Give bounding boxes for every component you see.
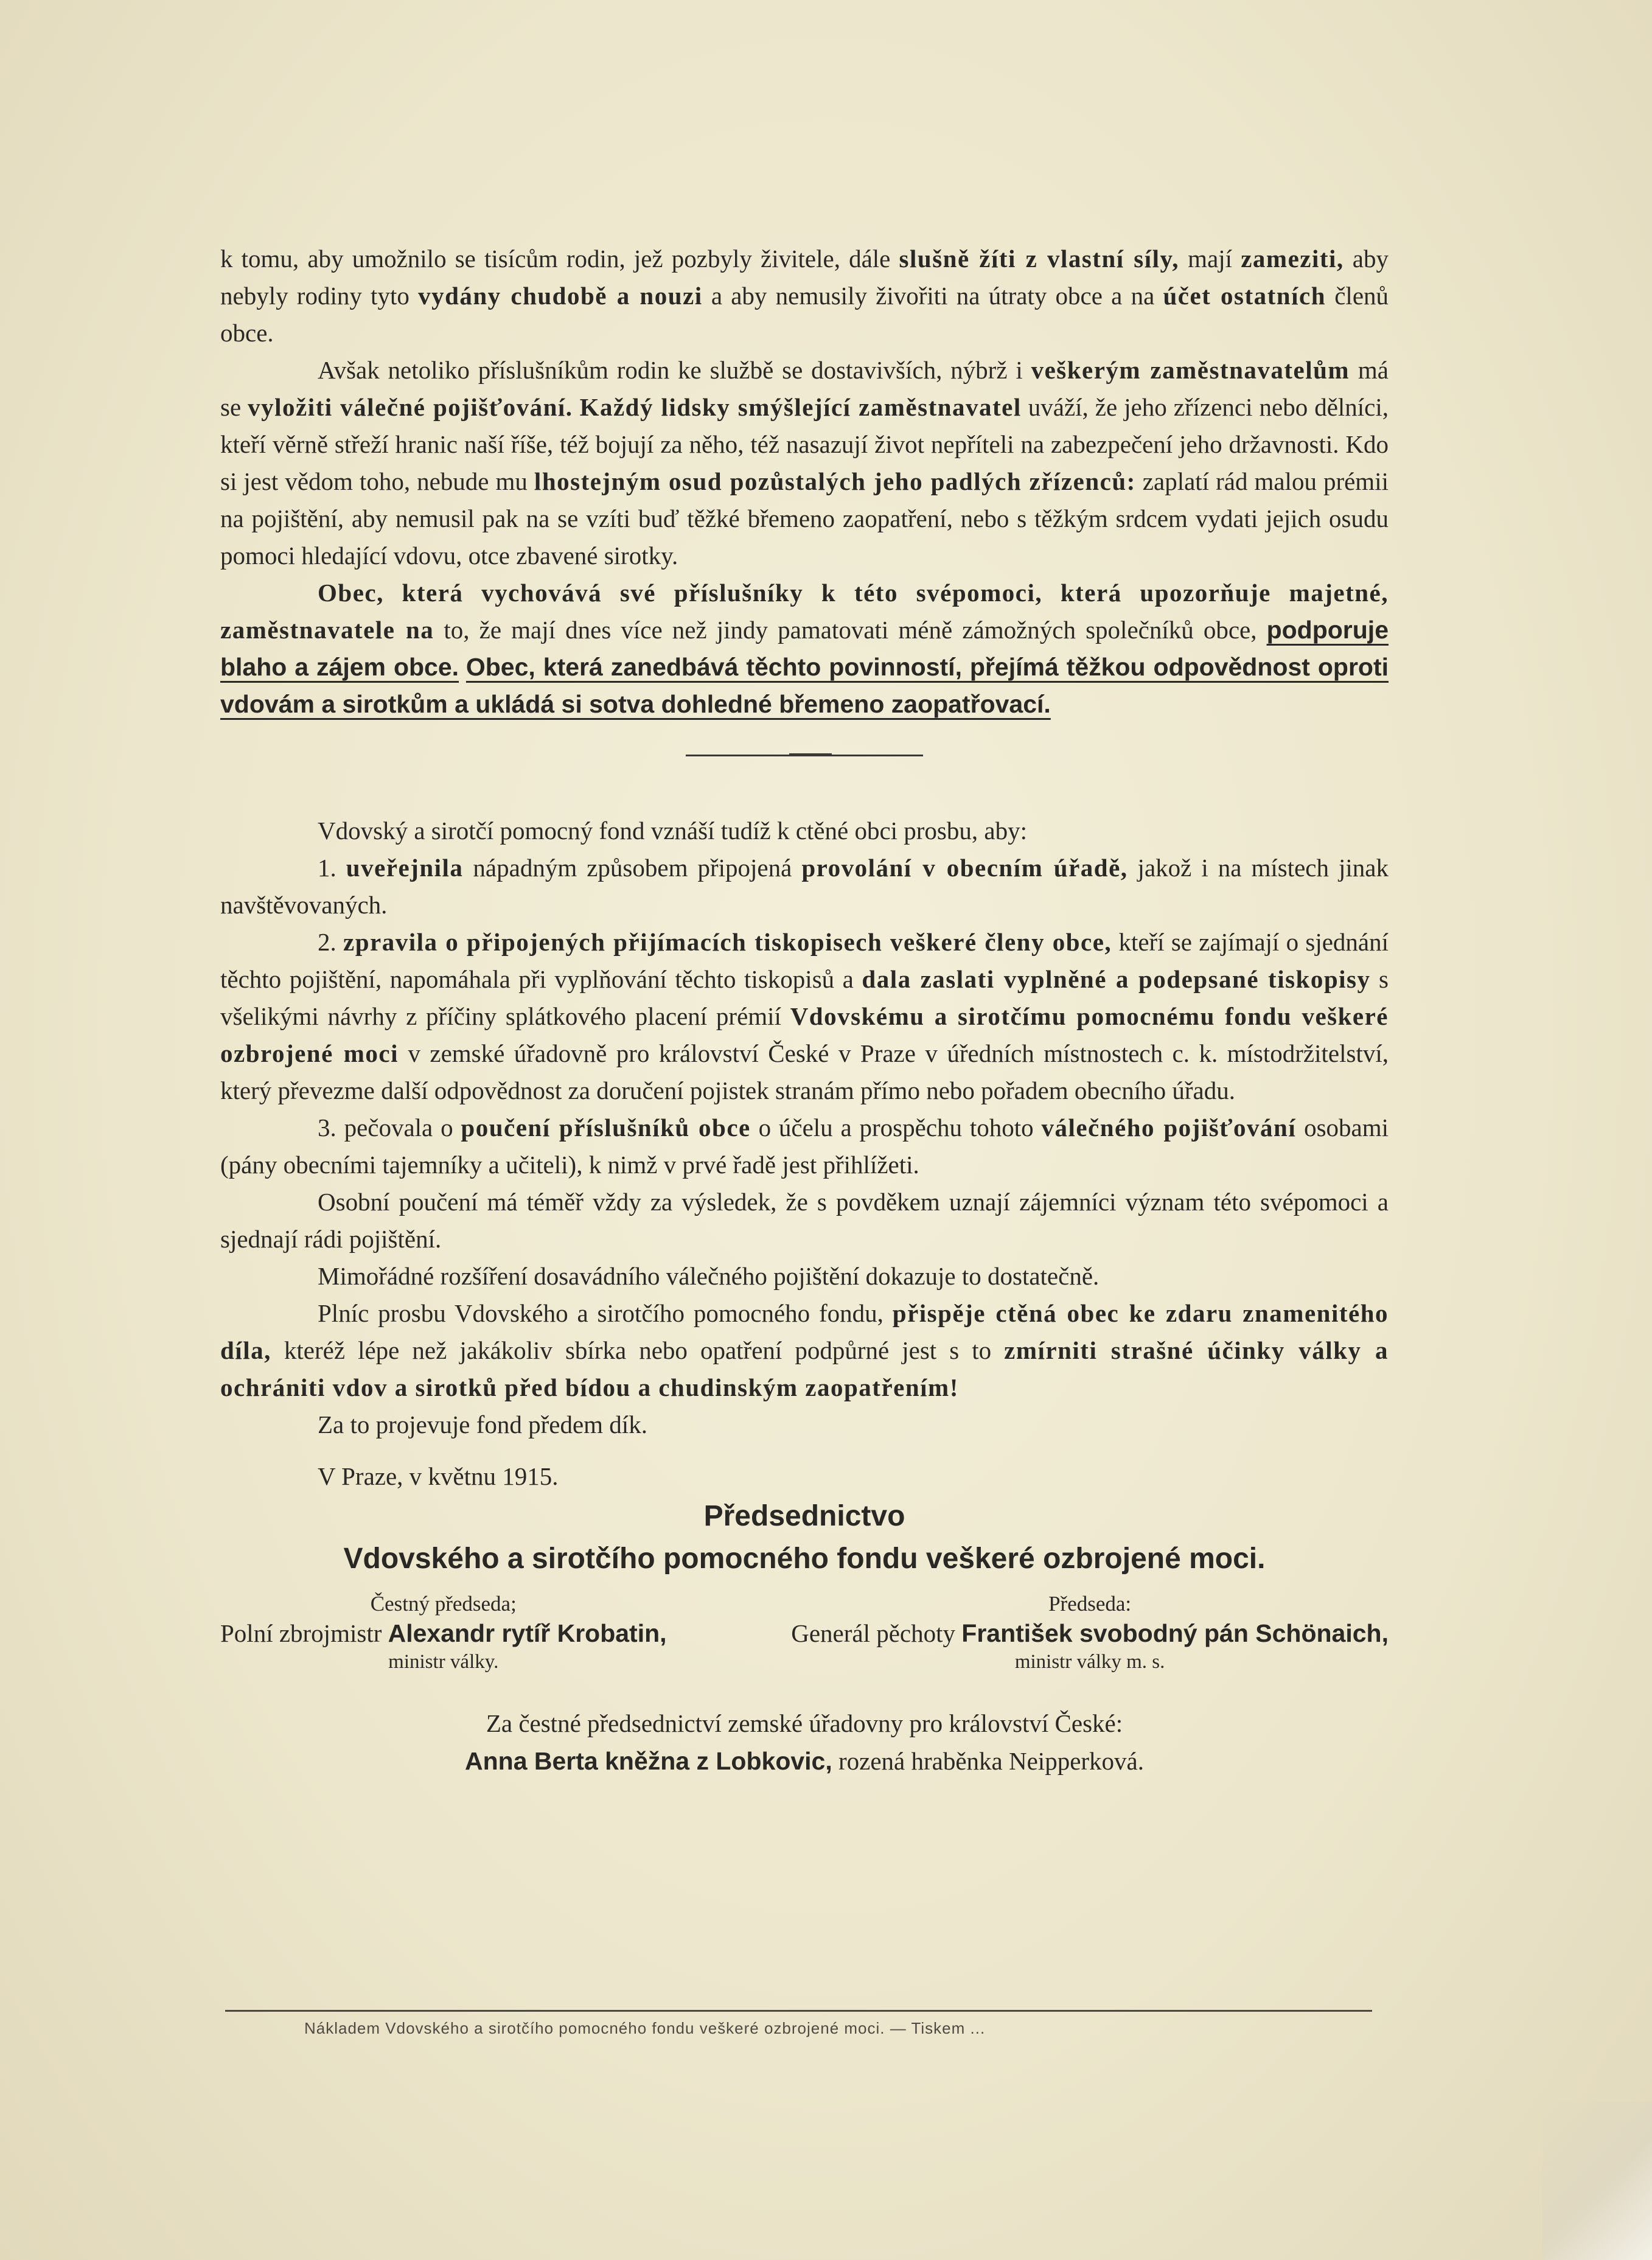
paragraph-1: [220, 240, 1389, 352]
signature-title: ministr války m. s.: [1014, 1651, 1165, 1673]
text: kteréž lépe než jakákoliv sbírka nebo opatření podpůrné jest s to: [271, 1336, 1005, 1364]
emphasis: zpravila o připojených přijímacích tiskopisech veškeré členy obce,: [343, 928, 1112, 956]
emphasis: poučení příslušníků obce: [461, 1114, 751, 1142]
signature-title: ministr války.: [388, 1651, 499, 1673]
signatory-name: Alexandr rytíř Krobatin,: [388, 1619, 667, 1647]
section-divider: [686, 755, 923, 756]
text: 3. pečovala o: [318, 1114, 461, 1142]
signatory-name: Anna Berta kněžna z Lobkovic,: [465, 1747, 832, 1775]
text: a aby nemusily živořiti na útraty obce a na: [702, 282, 1163, 310]
request-item-2: [220, 924, 1389, 1109]
text: [459, 653, 466, 681]
text: jakož i na místech jinak navštěvovaných.: [220, 854, 1389, 919]
text: Generál pěchoty: [791, 1619, 962, 1647]
emphasis: uveřejnila: [346, 854, 464, 882]
document-body: [220, 240, 1389, 1780]
page-corner-shadow: [1542, 2102, 1652, 2260]
text: k tomu, aby umožnilo se tisícům rodin, jež pozbyly živitele, dále: [220, 245, 899, 273]
signatory-name: František svobodný pán Schönaich,: [961, 1619, 1389, 1647]
signature-name-line: [220, 1617, 667, 1650]
emphasis: Obec, která vychovává své příslušníky k této svépomoci, která upozorňuje majetné, zaměstnavatele na: [220, 579, 1389, 644]
underlined-emphasis: Obec, která zanedbává těchto povinností, přejímá těžkou odpovědnost oproti vdovám a sirotkům a ukládá si sotva dohledné břemeno zaopatřovací.: [220, 653, 1389, 718]
text: Polní zbrojmistr: [220, 1619, 388, 1647]
emphasis: provolání v obecním úřadě,: [801, 854, 1128, 882]
emphasis: válečného pojišťování: [1041, 1114, 1297, 1142]
text: rozená hraběnka Neipperková.: [832, 1747, 1144, 1775]
emphasis: přispěje ctěná obec ke zdaru znamenitého díla,: [220, 1299, 1389, 1364]
signature-left: [220, 1591, 667, 1674]
signature-role: Čestný předseda;: [370, 1592, 517, 1616]
paragraph-6: Mimořádné rozšíření dosavádního válečného pojištění dokazuje to dostatečně.: [318, 1262, 1100, 1290]
emphasis: slušně žíti z vlastní síly,: [899, 245, 1180, 273]
request-intro: Vdovský a sirotčí pomocný fond vznáší tudíž k ctěné obci prosbu, aby:: [318, 817, 1027, 845]
paragraph-2: [220, 352, 1389, 574]
text: nápadným způsobem připojená: [463, 854, 802, 882]
date-line: V Praze, v květnu 1915.: [318, 1462, 559, 1490]
paragraph-7: [220, 1295, 1389, 1406]
signature-row: [220, 1591, 1389, 1674]
text: aby nebyly rodiny tyto: [220, 245, 1389, 310]
regional-office-line: Za čestné předsednictví zemské úřadovny pro království České:: [486, 1709, 1123, 1737]
emphasis: zmírniti strašné účinky války a ochrániti vdov a sirotků před bídou a chudinským zaopatřením!: [220, 1336, 1389, 1401]
text: má se: [220, 356, 1389, 421]
text: 2.: [318, 928, 344, 956]
text: kteří se zajímají o sjednání těchto pojištění, napomáhala při vyplňování těchto tiskopisů a: [220, 928, 1389, 993]
emphasis: zameziti,: [1241, 245, 1344, 273]
emphasis: dala zaslati vyplněné a podepsané tiskopisy: [862, 965, 1371, 993]
text: členů obce.: [220, 282, 1389, 347]
signature-heading-1: Předsednictvo: [703, 1500, 905, 1532]
text: uváží, že jeho zřízenci nebo dělníci, kteří věrně střeží hranic naší říše, též bojují za něho, též nasazují život nepříteli na zabezpečení jeho državnosti. Kdo si jest vědom toho, nebude mu: [220, 393, 1389, 495]
request-item-3: [220, 1109, 1389, 1184]
text: o účelu a prospěchu tohoto: [750, 1114, 1042, 1142]
emphasis: vydány chudobě a nouzi: [418, 282, 703, 310]
signature-name-line: [791, 1617, 1389, 1650]
paragraph-5: Osobní poučení má téměř vždy za výsledek, že s povděkem uznají zájemníci význam této svépomoci a sjednají rádi pojištění.: [220, 1188, 1389, 1253]
paragraph-8: Za to projevuje fond předem dík.: [318, 1411, 647, 1439]
signature-heading-2: Vdovského a sirotčího pomocného fondu veškeré ozbrojené moci.: [343, 1543, 1266, 1575]
text: mají: [1179, 245, 1241, 273]
regional-office-name-line: [220, 1742, 1389, 1780]
text: to, že mají dnes více než jindy pamatovati méně zámožných společníků obce,: [434, 616, 1267, 644]
text: s všelikými návrhy z příčiny splátkového placení prémií: [220, 965, 1389, 1030]
text: Avšak netoliko příslušníkům rodin ke službě se dostavivších, nýbrž i: [318, 356, 1031, 384]
emphasis: Každý lidsky smýšlející zaměstnavatel: [579, 393, 1022, 421]
emphasis: vyložiti válečné pojišťování.: [248, 393, 573, 421]
printer-footer: Nákladem Vdovského a sirotčího pomocného fondu veškeré ozbrojené moci. — Tiskem ...: [304, 2019, 986, 2037]
paragraph-3: [220, 574, 1389, 723]
underlined-emphasis: podporuje blaho a zájem obce.: [220, 616, 1389, 681]
text: Plníc prosbu Vdovského a sirotčího pomocného fondu,: [318, 1299, 893, 1327]
emphasis: účet ostatních: [1163, 282, 1326, 310]
regional-office-honorary: [220, 1704, 1389, 1780]
footer-rule: [225, 2010, 1372, 2012]
emphasis: lhostejným osud pozůstalých jeho padlých zřízenců:: [534, 467, 1136, 495]
signature-role: Předseda:: [1048, 1592, 1132, 1616]
text: [573, 393, 580, 421]
emphasis: Vdovskému a sirotčímu pomocnému fondu veškeré ozbrojené moci: [220, 1002, 1389, 1067]
text: osobami (pány obecními tajemníky a učiteli), k nimž v prvé řadě jest přihlížeti.: [220, 1114, 1389, 1179]
signature-right: [791, 1591, 1389, 1674]
text: zaplatí rád malou prémii na pojištění, aby nemusil pak na se vzíti buď těžké břemeno zaopatření, nebo s těžkým srdcem vydati jejich osudu pomoci hledající vdovu, otce zbavené sirotky.: [220, 467, 1389, 570]
text: 1.: [318, 854, 346, 882]
request-item-1: [220, 849, 1389, 924]
emphasis: veškerým zaměstnavatelům: [1031, 356, 1350, 384]
text: v zemské úřadovně pro království České v Praze v úředních místnostech c. k. místodržitelství, který převezme další odpovědnost za doručení pojistek stranám přímo nebo pořadem obecního úřadu.: [220, 1039, 1389, 1104]
